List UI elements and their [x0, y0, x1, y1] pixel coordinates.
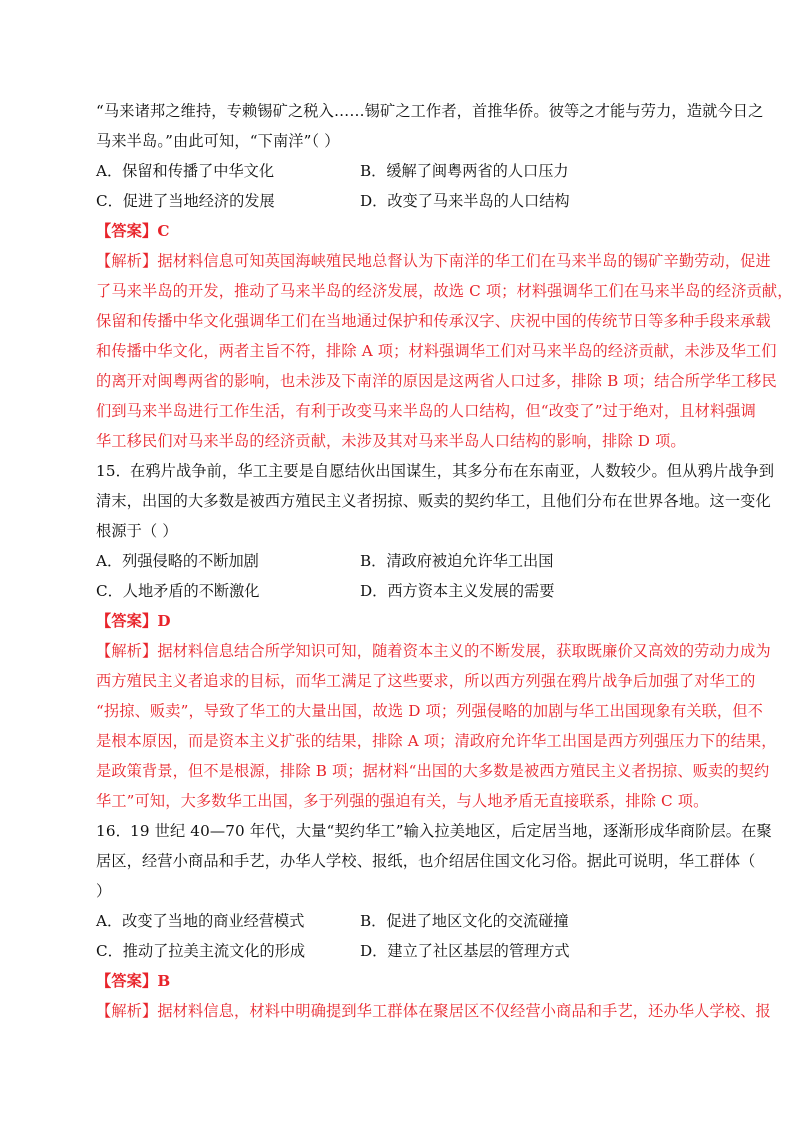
answer-label: 【答案】	[96, 972, 158, 990]
options-row	[96, 936, 718, 966]
analysis-line: 和传播中华文化，两者主旨不符，排除 A 项；材料强调华工们对马来半岛的经济贡献，未涉及华工们	[96, 342, 777, 360]
option-d: D．西方资本主义发展的需要	[360, 582, 555, 600]
analysis-line: 西方殖民主义者追求的目标，而华工满足了这些要求，所以西方列强在鸦片战争后加强了对华工的	[96, 672, 756, 690]
option-d: D．改变了马来半岛的人口结构	[360, 192, 570, 210]
question-stem-line	[96, 816, 772, 846]
answer-line	[96, 216, 718, 246]
analysis-line: 们到马来半岛进行工作生活，有利于改变马来半岛的人口结构，但“改变了”过于绝对，且材料强调	[96, 402, 757, 420]
analysis-line: 保留和传播中华文化强调华工们在当地通过保护和传承汉字、庆祝中国的传统节日等多种手段来承载	[96, 312, 771, 330]
question-15	[96, 456, 777, 816]
question-number: 16．	[96, 822, 131, 840]
answer-label: 【答案】	[96, 222, 158, 240]
question-stem-text: 在鸦片战争前，华工主要是自愿结伙出国谋生，其多分布在东南亚，人数较少。但从鸦片战争到	[130, 462, 775, 480]
question-number: 15．	[96, 462, 131, 480]
option-b: B．缓解了闽粤两省的人口压力	[360, 162, 569, 180]
option-c: C．推动了拉美主流文化的形成	[96, 942, 306, 960]
question-stem-line: 清末，出国的大多数是被西方殖民主义者拐掠、贩卖的契约华工，且他们分布在世界各地。这一变化	[96, 492, 771, 510]
question-stem-line: 马来半岛。”由此可知，“下南洋”（ ）	[96, 132, 340, 150]
question-14	[96, 96, 793, 456]
options-row	[96, 186, 718, 216]
question-stem-line	[96, 456, 775, 486]
options-row	[96, 546, 718, 576]
document-page	[96, 96, 793, 1026]
answer-value: D	[157, 612, 171, 630]
analysis-line: 的离开对闽粤两省的影响，也未涉及下南洋的原因是这两省人口过多，排除 B 项；结合所学华工移民	[96, 372, 777, 390]
analysis-line: 【解析】据材料信息可知英国海峡殖民地总督认为下南洋的华工们在马来半岛的锡矿辛勤劳动，促进	[96, 252, 771, 270]
option-a: A．改变了当地的商业经营模式	[96, 912, 305, 930]
options-row	[96, 906, 718, 936]
question-stem-line: ）	[96, 882, 112, 900]
analysis-line: 【解析】据材料信息，材料中明确提到华工群体在聚居区不仅经营小商品和手艺，还办华人学校、报	[96, 1002, 771, 1020]
analysis-line: 华工移民们对马来半岛的经济贡献，未涉及其对马来半岛人口结构的影响，排除 D 项。	[96, 432, 686, 450]
answer-line	[96, 606, 718, 636]
analysis-line: 是政策背景，但不是根源，排除 B 项；据材料“出国的大多数是被西方殖民主义者拐掠、贩卖的契约	[96, 762, 770, 780]
analysis-line: 【解析】据材料信息结合所学知识可知，随着资本主义的不断发展，获取既廉价又高效的劳动力成为	[96, 642, 771, 660]
question-stem-line: “马来诸邦之维持，专赖锡矿之税入……锡矿之工作者，首推华侨。彼等之才能与劳力，造就今日之	[96, 102, 764, 120]
option-b: B．促进了地区文化的交流碰撞	[360, 912, 569, 930]
option-c: C．促进了当地经济的发展	[96, 192, 275, 210]
option-a: A．列强侵略的不断加剧	[96, 552, 259, 570]
analysis-line: 是根本原因，而是资本主义扩张的结果，排除 A 项；清政府允许华工出国是西方列强压力下的结果，	[96, 732, 777, 750]
question-16	[96, 816, 772, 1026]
option-b: B．清政府被迫允许华工出国	[360, 552, 554, 570]
answer-label: 【答案】	[96, 612, 158, 630]
question-stem-text: 19 世纪 40—70 年代，大量“契约华工”输入拉美地区，后定居当地，逐渐形成华商阶层。在聚	[130, 822, 772, 840]
options-row	[96, 156, 718, 186]
answer-value: B	[157, 972, 171, 990]
analysis-line: 华工”可知，大多数华工出国，多于列强的强迫有关，与人地矛盾无直接联系，排除 C 项。	[96, 792, 709, 810]
question-stem-line: 居区，经营小商品和手艺，办华人学校、报纸，也介绍居住国文化习俗。据此可说明，华工群体（	[96, 852, 756, 870]
answer-line	[96, 966, 718, 996]
question-stem-line: 根源于（ ）	[96, 522, 178, 540]
analysis-line: 了马来半岛的开发，推动了马来半岛的经济发展，故选 C 项；材料强调华工们在马来半岛的经济贡献，	[96, 282, 793, 300]
options-row	[96, 576, 718, 606]
option-d: D．建立了社区基层的管理方式	[360, 942, 570, 960]
analysis-line: “拐掠、贩卖”，导致了华工的大量出国，故选 D 项；列强侵略的加剧与华工出国现象有关联，但不	[96, 702, 763, 720]
option-a: A．保留和传播了中华文化	[96, 162, 275, 180]
option-c: C．人地矛盾的不断激化	[96, 582, 260, 600]
answer-value: C	[157, 222, 170, 240]
